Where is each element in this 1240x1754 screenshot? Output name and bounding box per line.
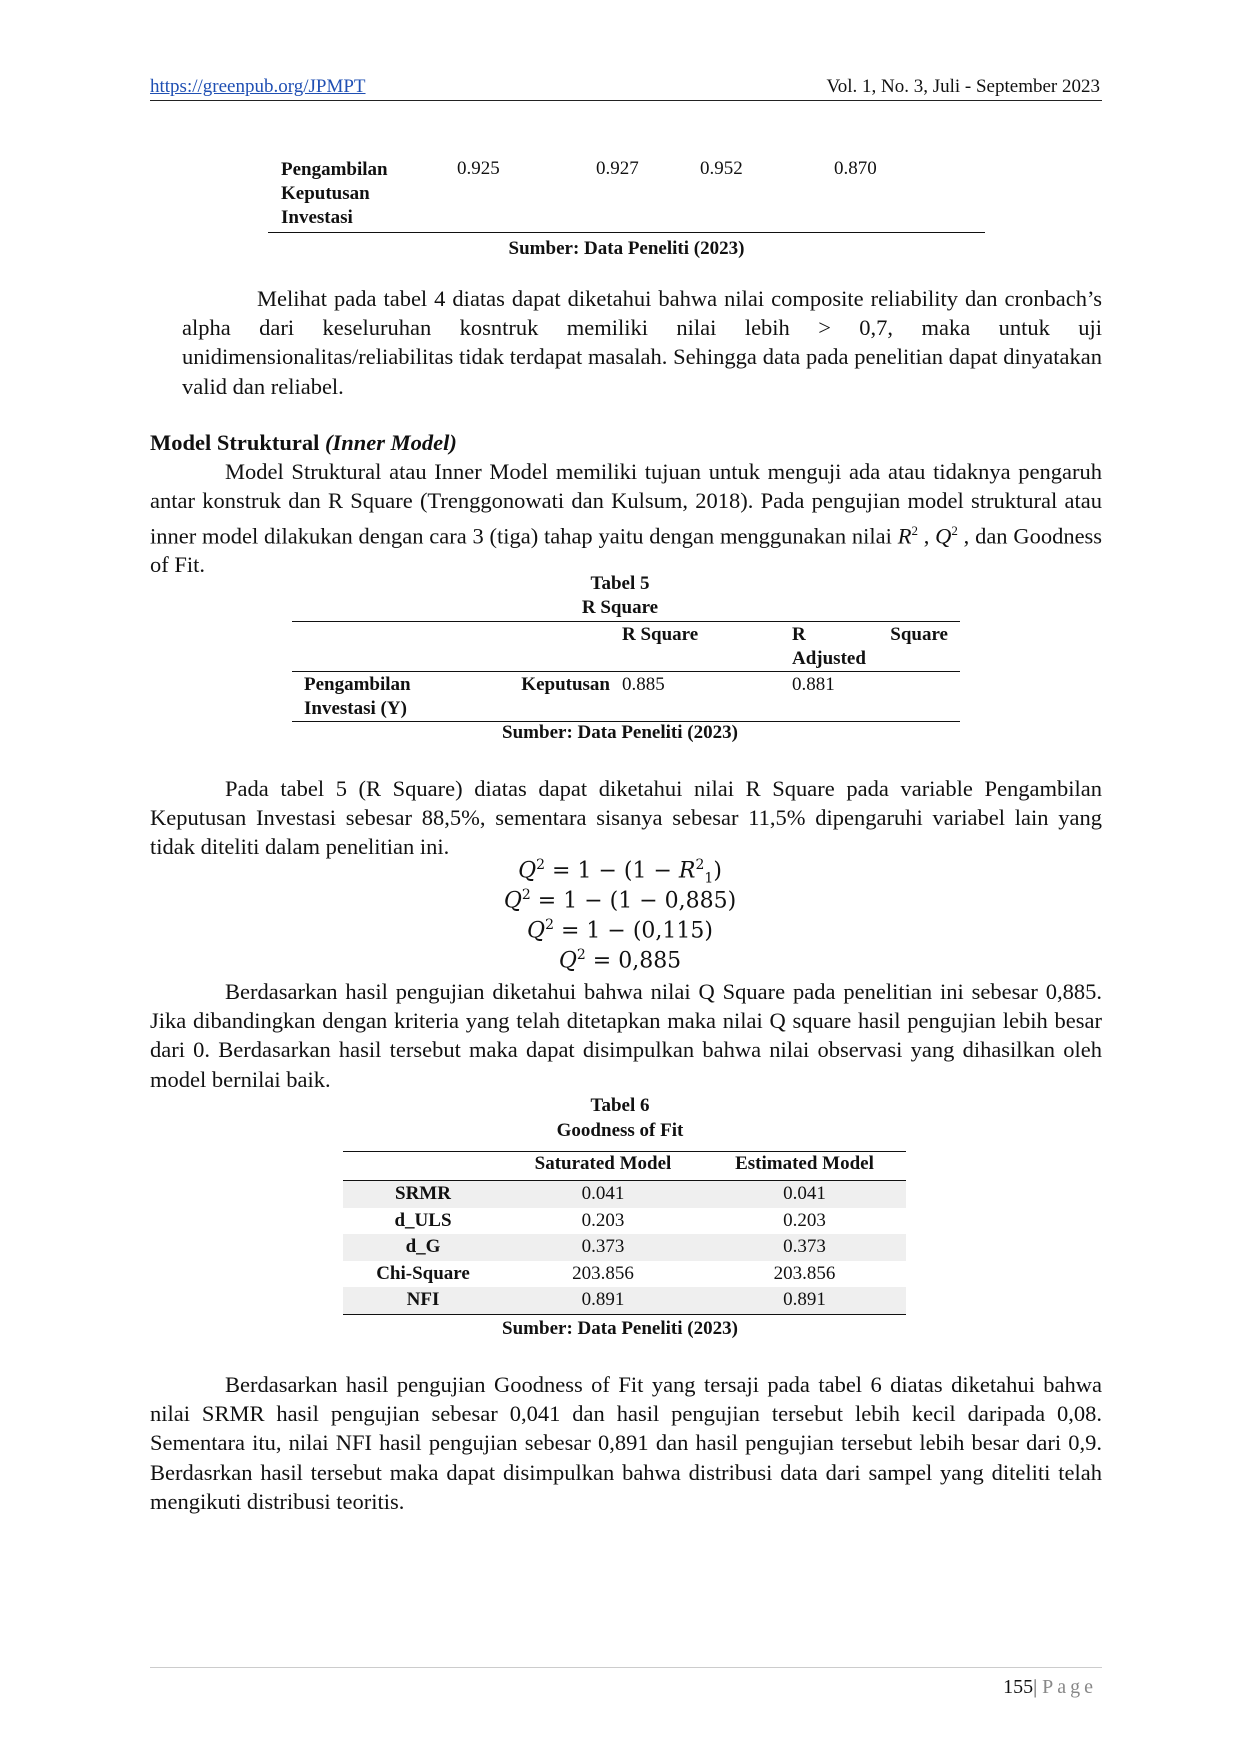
- footer-divider: [150, 1667, 1102, 1668]
- table-6-caption: [0, 1093, 1240, 1143]
- header-divider: [150, 100, 1102, 101]
- table-5-top-rule: [292, 621, 960, 622]
- table-5-caption: [0, 572, 1240, 620]
- caption-number: Tabel 6: [590, 1095, 650, 1116]
- table-row: [292, 672, 960, 722]
- header-r-square-adjusted: R Square Adjusted: [792, 624, 948, 669]
- row-label-line: Keputusan: [281, 183, 370, 204]
- table-6-grid: [343, 1153, 906, 1315]
- paragraph-text: Berdasarkan hasil pengujian Goodness of Fit yang tersaji pada tabel 6 diatas diketahui bahwa nilai SRMR hasil pengujian sebesar 0,041 dan hasil pengujian tersebut lebih kecil daripada 0,08. Sementara itu, nilai NFI hasil pengujian sebesar 0,891 dan hasil pengujian tersebut lebih besar dari 0,9. Berdasrkan hasil tersebut maka dapat disimpulkan bahwa distribusi data dari sampel yang diteliti telah mengikuti distribusi teoritis.: [150, 1372, 1102, 1514]
- table-6-top-rule: [343, 1151, 906, 1152]
- table-row: SRMR 0.041 0.041: [343, 1181, 906, 1208]
- header-saturated-model: Saturated Model: [503, 1153, 703, 1181]
- table-5: [292, 623, 960, 722]
- page-footer: [1003, 1676, 1097, 1699]
- table-row: NFI 0.891 0.891: [343, 1287, 906, 1314]
- page-number: 155: [1003, 1676, 1034, 1698]
- section-title-text: Model Struktural: [150, 430, 320, 455]
- table-header-row: [292, 623, 960, 672]
- equation-3: $Q^2 = 1 - (0,115)$: [527, 917, 713, 944]
- header-estimated-model: Estimated Model: [703, 1153, 906, 1181]
- table-cell: 0.881: [792, 674, 835, 695]
- paragraph-q-square-discussion: [150, 977, 1102, 1094]
- table-cell: 0.870: [834, 158, 877, 179]
- table-cell: 0.952: [700, 158, 743, 179]
- paragraph-text: Berdasarkan hasil pengujian diketahui bahwa nilai Q Square pada penelitian ini sebesar 0,885. Jika dibandingkan dengan kriteria yang telah ditetapkan maka nilai Q square hasil pengujian lebih besar dari 0. Berdasarkan hasil tersebut maka dapat disimpulkan bahwa nilai observasi yang dihasilkan oleh model bernilai baik.: [150, 979, 1102, 1092]
- paragraph-table5-discussion: [150, 774, 1102, 862]
- table-row: d_G 0.373 0.373: [343, 1234, 906, 1261]
- section-inner-model: [150, 428, 1102, 580]
- table-cell: 0.927: [596, 158, 639, 179]
- paragraph-table4-discussion: [182, 284, 1102, 401]
- caption-title: Goodness of Fit: [556, 1120, 684, 1141]
- row-label-line: Investasi: [281, 207, 353, 228]
- page-separator: |: [1033, 1676, 1038, 1698]
- table-row: d_ULS 0.203 0.203: [394, 1209, 826, 1231]
- equation-4: $Q^2 = 0,885$: [558, 947, 682, 974]
- table-4-continuation: [268, 158, 985, 260]
- table-row: [268, 158, 985, 233]
- section-title-italic: (Inner Model): [325, 430, 457, 455]
- table-6-source: Sumber: Data Peneliti (2023): [502, 1318, 738, 1339]
- paragraph-inner-model: Model Struktural atau Inner Model memiliki tujuan untuk menguji ada atau tidaknya pengaruh antar konstruk dan R Square (Trenggonowati dan Kulsum, 2018). Pada pengujian model struktural atau inner model dilakukan dengan cara 3 (tiga) tahap yaitu dengan menggunakan nilai $R^2$ , $Q^2$ , dan Goodness of Fit.: [150, 459, 1103, 578]
- table-row: Chi-Square 203.856 203.856: [376, 1262, 836, 1284]
- table-header-row: [343, 1153, 906, 1181]
- volume-info: Vol. 1, No. 3, Juli - September 2023: [826, 76, 1100, 97]
- table-4-source: Sumber: Data Peneliti (2023): [508, 238, 745, 259]
- caption-title: R Square: [581, 597, 659, 618]
- equation-2: $Q^2 = 1 - (1 - 0,885)$: [503, 887, 737, 914]
- paragraph-text: Pada tabel 5 (R Square) diatas dapat diketahui nilai R Square pada variable Pengambilan Keputusan Investasi sebesar 88,5%, sementara sisanya sebesar 11,5% dipengaruhi variabel lain yang tidak diteliti dalam penelitian ini.: [150, 776, 1102, 860]
- paragraph-text: Melihat pada tabel 4 diatas dapat diketahui bahwa nilai composite reliability dan cronbach’s alpha dari keseluruhan kosntruk memiliki nilai lebih > 0,7, maka untuk uji unidimensionalitas/reliabilitas tidak terdapat masalah. Sehingga data pada penelitian dapat dinyatakan valid dan reliabel.: [182, 286, 1102, 399]
- table-5-source: Sumber: Data Peneliti (2023): [502, 722, 738, 743]
- caption-number: Tabel 5: [590, 573, 650, 594]
- row-label-line: Pengambilan: [281, 159, 388, 180]
- row-label: [268, 158, 457, 233]
- page-word: Page: [1042, 1676, 1097, 1698]
- row-label: Pengambilan Keputusan Investasi (Y): [304, 674, 610, 719]
- table-5-grid: [292, 623, 960, 722]
- section-title: [150, 428, 1102, 457]
- table-4: [268, 158, 985, 233]
- table-cell: 0.885: [622, 674, 665, 695]
- table-6: [343, 1153, 906, 1315]
- table-cell: 0.925: [457, 158, 500, 179]
- header-r-square: R Square: [622, 624, 699, 645]
- paragraph-goodness-of-fit-discussion: [150, 1370, 1102, 1516]
- journal-url-link[interactable]: https://greenpub.org/JPMPT: [150, 76, 366, 97]
- equation-1: $Q^2 = 1 - (1 - R^2_1)$: [518, 857, 722, 887]
